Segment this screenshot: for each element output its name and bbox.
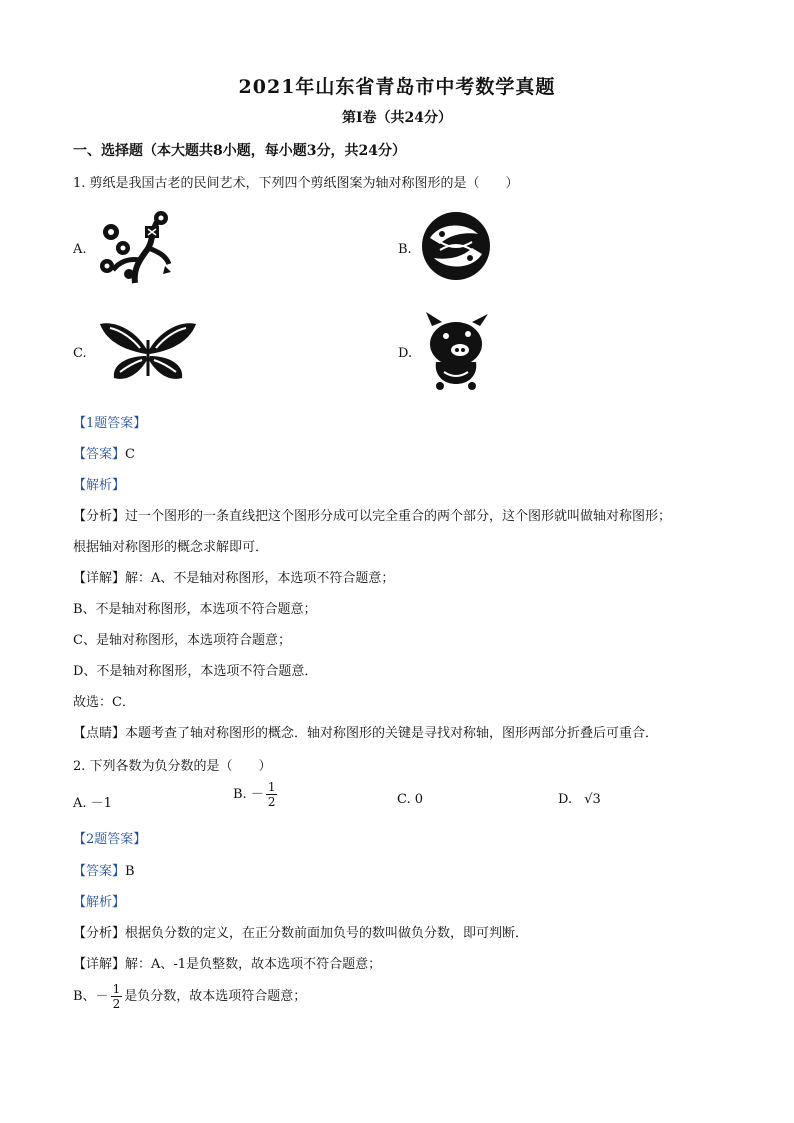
fish-circle-papercut-image	[420, 210, 492, 282]
question-1-stem: 1. 剪纸是我国古老的民间艺术，下列四个剪纸图案为轴对称图形的是（ ）	[73, 176, 519, 191]
fraction-denominator: 2	[112, 997, 121, 1011]
q1-answer-value: C	[125, 447, 135, 462]
q1-comment-tag: 【点睛】	[73, 726, 126, 741]
q2-detail-line-2	[73, 982, 306, 1011]
q2-analysis-text: 根据负分数的定义，在正分数前面加负号的数叫做负分数，即可判断．	[125, 926, 529, 941]
q2-option-d-value: √3	[584, 792, 601, 807]
section-heading: 一、选择题（本大题共8小题，每小题3分，共24分）	[73, 143, 406, 159]
q1-answer-tag: 【答案】	[73, 447, 126, 462]
q2-option-d-label: D.	[558, 792, 573, 807]
q1-comment-line	[73, 722, 658, 741]
q2-detail-fraction	[111, 982, 123, 1011]
question-2-stem: 2. 下列各数为负分数的是（ ）	[73, 759, 272, 774]
q2-analysis-line	[73, 922, 528, 941]
q1-answer-header: 【1题答案】	[73, 416, 147, 431]
q1-detail-line-3: C、是轴对称图形，本选项符合题意；	[73, 633, 291, 648]
q2-option-c: C. 0	[397, 792, 424, 807]
q1-analysis-line-2: 根据轴对称图形的概念求解即可．	[73, 540, 269, 555]
q2-option-b	[233, 780, 279, 809]
q1-detail-line-2: B、不是轴对称图形，本选项不符合题意；	[73, 602, 317, 617]
plum-blossom-papercut-image	[95, 208, 175, 286]
q2-analysis-header: 【解析】	[73, 895, 126, 910]
page-title: 2021年山东省青岛市中考数学真题	[238, 76, 556, 98]
fraction-numerator: 1	[112, 982, 121, 996]
q1-option-d-label: D.	[398, 346, 413, 361]
q1-option-b-label: B.	[398, 242, 412, 257]
q2-option-d	[558, 792, 601, 807]
q1-detail-line-4: D、不是轴对称图形，本选项不符合题意．	[73, 664, 318, 679]
q1-analysis-line-1	[73, 505, 671, 524]
q2-answer-value: B	[125, 864, 135, 879]
q2-option-b-sign: －	[250, 787, 264, 802]
q2-detail-2-suffix: 是负分数，故本选项符合题意；	[124, 989, 307, 1004]
butterfly-papercut-image	[98, 318, 198, 384]
fraction-denominator: 2	[267, 795, 276, 809]
q2-analysis-tag: 【分析】	[73, 926, 126, 941]
q1-analysis-tag: 【分析】	[73, 509, 126, 524]
q1-detail-tag: 【详解】	[73, 571, 126, 586]
q1-option-a-label: A.	[73, 242, 87, 257]
q1-choose-line: 故选：C．	[73, 695, 135, 710]
pig-papercut-image	[420, 310, 492, 390]
q1-detail-text-1: 解：A、不是轴对称图形，本选项不符合题意；	[125, 571, 395, 586]
q2-option-b-fraction	[266, 780, 278, 809]
q1-analysis-header: 【解析】	[73, 478, 126, 493]
q1-analysis-text-1: 过一个图形的一条直线把这个图形分成可以完全重合的两个部分，这个图形就叫做轴对称图形；	[125, 509, 672, 524]
q1-option-c-label: C.	[73, 346, 87, 361]
q1-answer-line	[73, 443, 135, 462]
q2-detail-text-1: 解：A、-1是负整数，故本选项不符合题意；	[125, 957, 382, 972]
fraction-numerator: 1	[267, 780, 276, 794]
q2-option-a: A. －1	[73, 796, 112, 811]
q1-detail-line-1	[73, 567, 394, 586]
q2-detail-tag: 【详解】	[73, 957, 126, 972]
q2-detail-2-prefix: B、－	[73, 989, 109, 1004]
q2-option-b-label: B.	[233, 787, 247, 802]
q2-detail-line-1	[73, 953, 381, 972]
q1-comment-text: 本题考查了轴对称图形的概念．轴对称图形的关键是寻找对称轴，图形两部分折叠后可重合．	[125, 726, 659, 741]
q2-answer-line	[73, 860, 135, 879]
q2-answer-tag: 【答案】	[73, 864, 126, 879]
q2-answer-header: 【2题答案】	[73, 832, 147, 847]
page-subtitle: 第Ⅰ卷（共24分）	[341, 110, 453, 126]
